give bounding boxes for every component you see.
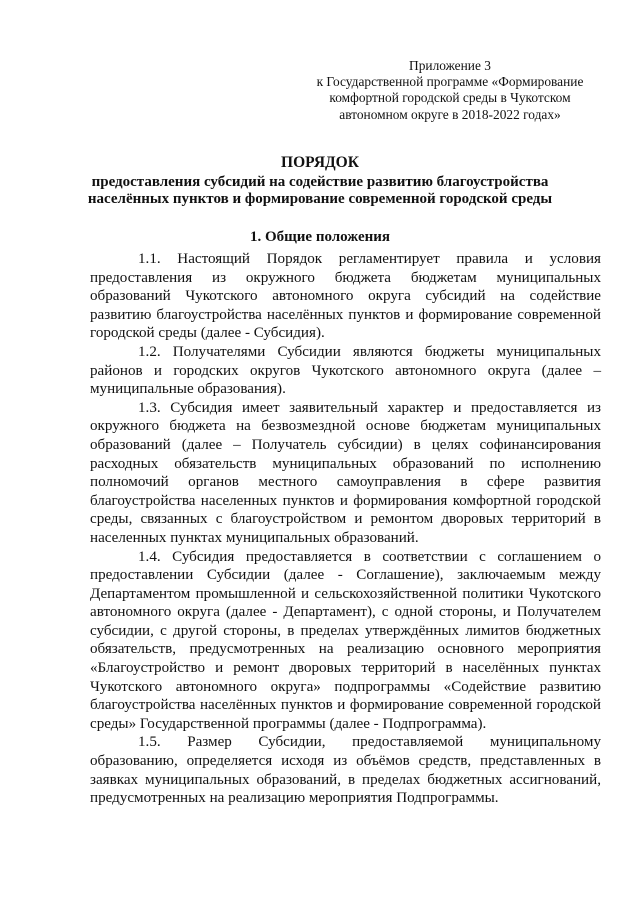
paragraph-1-5: 1.5. Размер Субсидии, предоставляемой муниципальному образованию, определяется исходя из объёмов средств, представленных в заявках муниципальных образований, в пределах бюджетных ассигнований, предусмотренных на реализацию мероприятия Подпрограммы. (90, 734, 601, 807)
paragraph-1-1: 1.1. Настоящий Порядок регламентирует правила и условия предоставления из окружного бюджета бюджетам муниципальных образований Чукотского автономного округа субсидий на содействие развитию благоустройства населённых пунктов и формирование современной городской среды (далее - Субсидия). (90, 251, 601, 342)
paragraph-1-3: 1.3. Субсидия имеет заявительный характер и предоставляется из окружного бюджета на безвозмездной основе бюджетам муниципальных образований (далее – Получатель субсидии) в целях софинансирования расходных обязательств муниципальных образований по исполнению полномочий органов местного самоуправления в сфере развития благоустройства населенных пунктов и формирования комфортной городской среды, связанных с благоустройством и ремонтом дворовых территорий в населенных пунктах муниципальных образований. (90, 399, 601, 546)
appendix-line: к Государственной программе «Формирование (316, 74, 584, 90)
paragraph-1-2: 1.2. Получателями Субсидии являются бюджеты муниципальных районов и городских округов Чукотского автономного округа (далее – муниципальные образования). (90, 343, 601, 398)
section-heading: 1. Общие положения (249, 229, 391, 245)
title-main: ПОРЯДОК (281, 154, 359, 171)
paragraph-1-4: 1.4. Субсидия предоставляется в соответствии с соглашением о предоставлении Субсидии (далее - Соглашение), заключаемым между Департаментом промышленной и сельскохозяйственной политики Чукотского автономного округа (далее - Департамент), с одной стороны, и Получателем субсидии, с другой стороны, в пределах утверждённых лимитов бюджетных обязательств, предусмотренных на реализацию основного мероприятия «Благоустройство и ремонт дворовых территорий в населённых пунктах Чукотского автономного округа» подпрограммы «Содействие развитию благоустройства населённых пунктов и формирование современной городской среды» Государственной программы (далее - Подпрограмма). (90, 548, 601, 732)
title-line: предоставления субсидий на содействие развитию благоустройства (91, 173, 549, 190)
appendix-line: Приложение 3 (409, 58, 491, 73)
appendix-note (300, 58, 600, 123)
appendix-line: комфортной городской среды в Чукотском (329, 90, 571, 106)
document-title (60, 154, 580, 209)
appendix-line: автономном округе в 2018-2022 годах» (339, 106, 561, 122)
section-body (90, 250, 601, 808)
title-line: населённых пунктов и формирование современной городской среды (87, 191, 553, 207)
